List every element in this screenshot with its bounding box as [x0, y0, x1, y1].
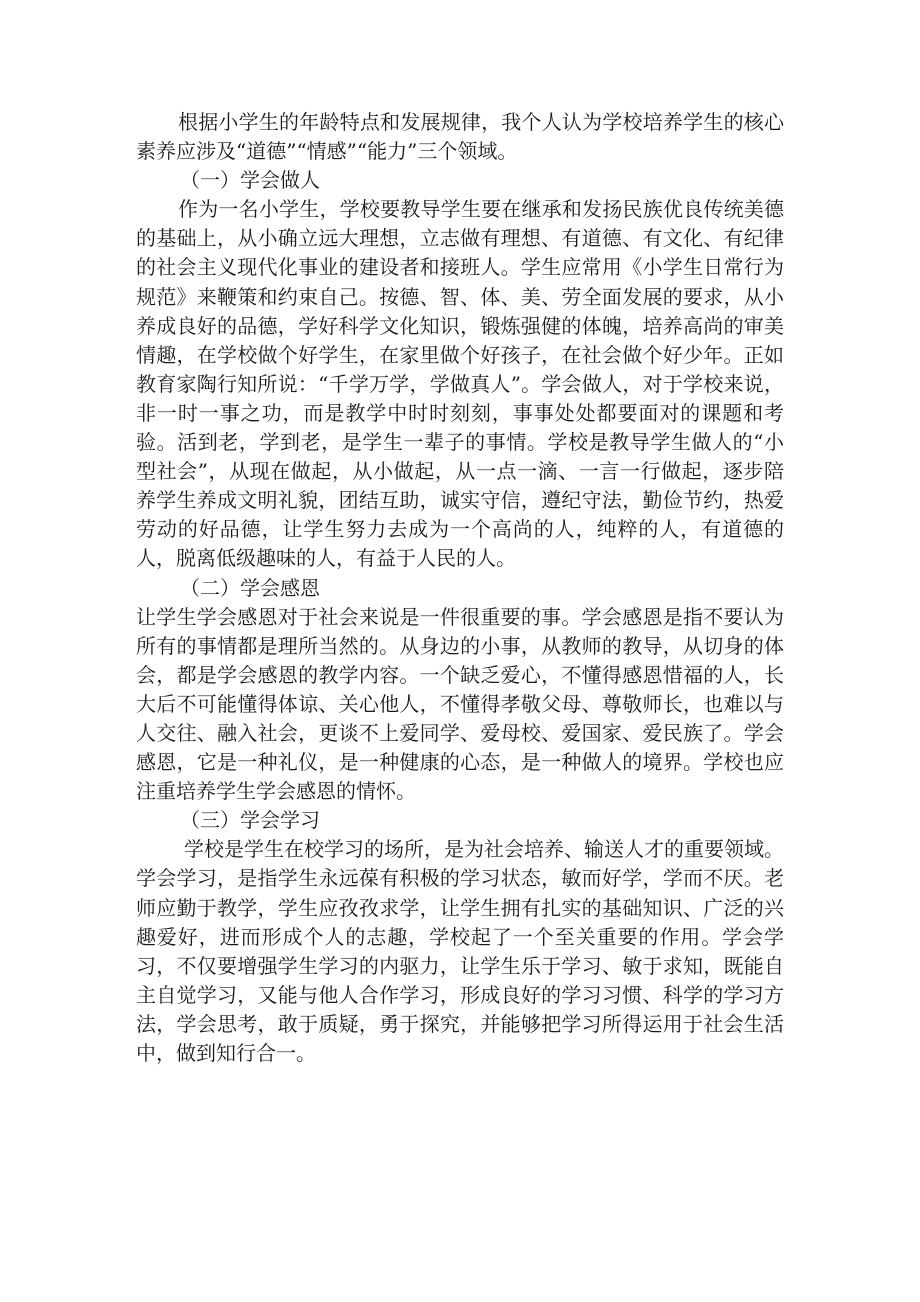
section-heading-learn-to-be-human: （一）学会做人 — [180, 168, 320, 193]
document-page — [136, 108, 784, 1068]
section-heading-learn-to-learn: （三）学会学习 — [180, 808, 320, 833]
section-heading-learn-gratitude: （二）学会感恩 — [180, 575, 320, 600]
section-body-learn-gratitude: 让学生学会感恩对于社会来说是一件很重要的事。学会感恩是指不要认为所有的事情都是理所当然的。从身边的小事，从教师的教导，从切身的体会，都是学会感恩的教学内容。一个缺乏爱心，不懂得感恩惜福的人，长大后不可能懂得体谅、关心他人，不懂得孝敬父母、尊敬师长，也难以与人交往、融入社会，更谈不上爱同学、爱母校、爱国家、爱民族了。学会感恩，它是一种礼仪，是一种健康的心态，是一种做人的境界。学校也应注重培养学生学会感恩的情怀。 — [136, 604, 784, 804]
section-body-learn-to-be-human: 作为一名小学生，学校要教导学生要在继承和发扬民族优良传统美德的基础上，从小确立远大理想，立志做有理想、有道德、有文化、有纪律的社会主义现代化事业的建设者和接班人。学生应常用《小学生日常行为规范》来鞭策和约束自己。按德、智、体、美、劳全面发展的要求，从小养成良好的品德，学好科学文化知识，锻炼强健的体魄，培养高尚的审美情趣，在学校做个好学生，在家里做个好孩子，在社会做个好少年。正如教育家陶行知所说：“千学万学，学做真人”。学会做人，对于学校来说，非一时一事之功，而是教学中时时刻刻，事事处处都要面对的课题和考验。活到老，学到老，是学生一辈子的事情。学校是教导学生做人的“小型社会”，从现在做起，从小做起，从一点一滴、一言一行做起，逐步陪养学生养成文明礼貌，团结互助，诚实守信，遵纪守法，勤俭节约，热爱劳动的好品德，让学生努力去成为一个高尚的人，纯粹的人，有道德的人，脱离低级趣味的人，有益于人民的人。 — [136, 197, 784, 571]
section-body-learn-to-learn: 学校是学生在校学习的场所，是为社会培养、输送人才的重要领域。学会学习，是指学生永远葆有积极的学习状态，敏而好学，学而不厌。老师应勤于教学，学生应孜孜求学，让学生拥有扎实的基础知识、广泛的兴趣爱好，进而形成个人的志趣，学校起了一个至关重要的作用。学会学习，不仅要增强学生学习的内驱力，让学生乐于学习、敏于求知，既能自主自觉学习，又能与他人合作学习，形成良好的学习习惯、科学的学习方法，学会思考，敢于质疑，勇于探究，并能够把学习所得运用于社会生活中，做到知行合一。 — [136, 837, 784, 1065]
intro-paragraph: 根据小学生的年龄特点和发展规律，我个人认为学校培养学生的核心素养应涉及“道德”“情感”“能力”三个领域。 — [136, 110, 784, 164]
